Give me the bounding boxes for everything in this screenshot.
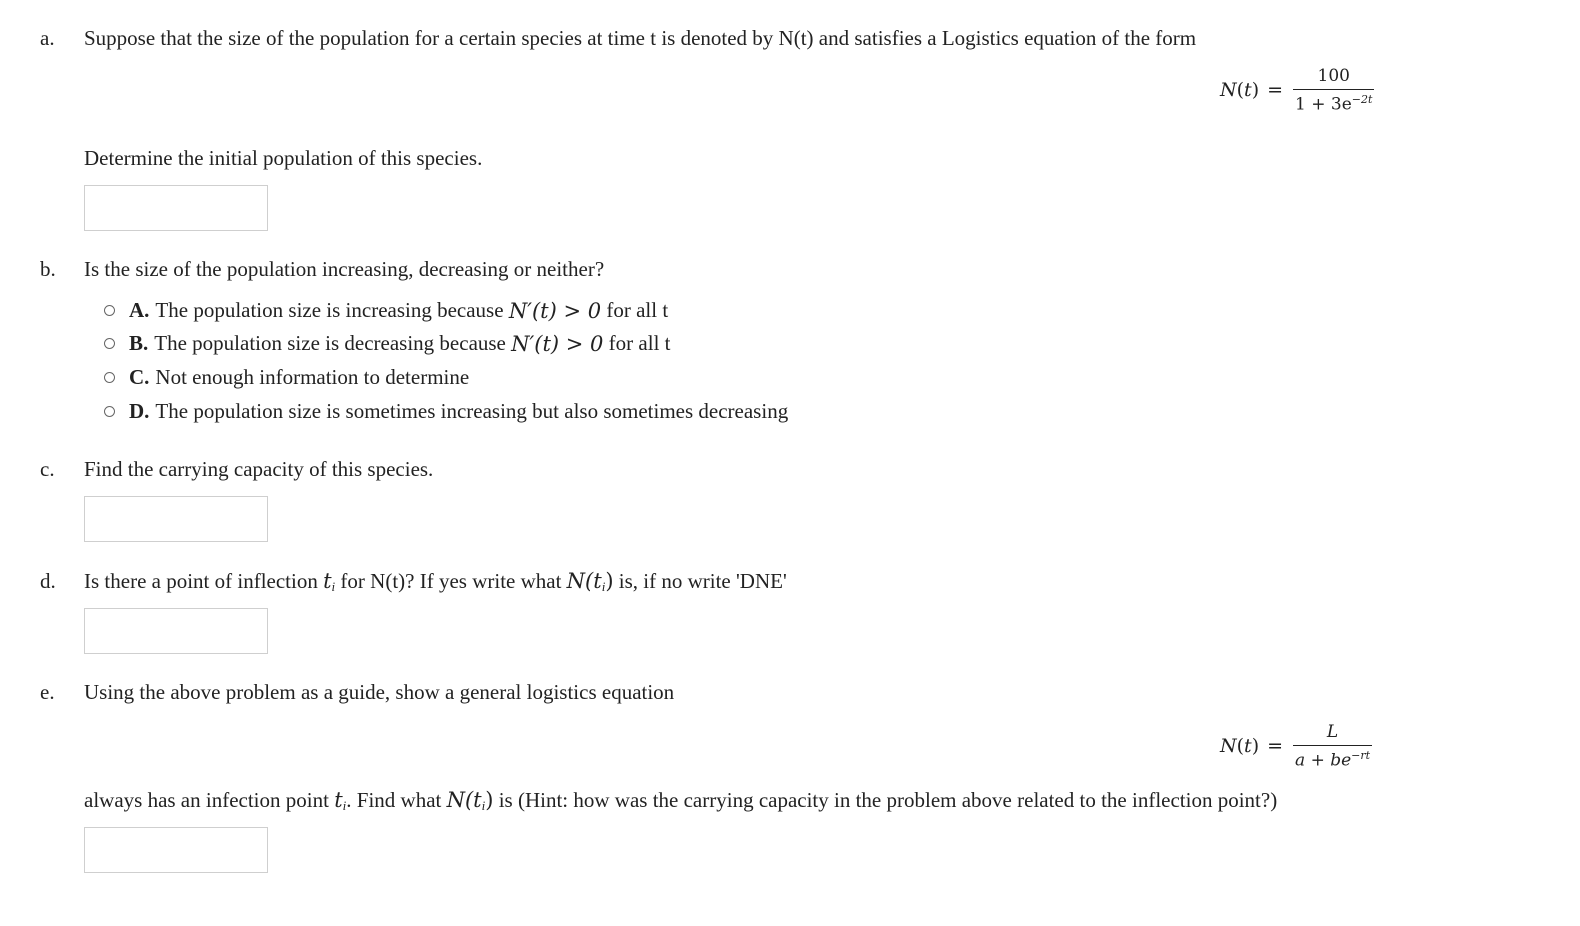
option-c[interactable] (104, 365, 469, 390)
eq-e-equals: = (1267, 735, 1284, 758)
option-b-radio[interactable] (104, 338, 115, 349)
option-d-text: The population size is sometimes increasing but also sometimes decreasing (155, 399, 789, 423)
part-d-n-subscript: i (601, 579, 606, 594)
part-e-text-1: always has an infection point (84, 788, 329, 812)
part-b-question: Is the size of the population increasing, decreasing or neither? (84, 257, 605, 281)
eq-a-equals: = (1267, 79, 1284, 102)
part-b-label: b. (40, 257, 56, 281)
option-b-suffix: for all t (608, 331, 671, 355)
part-c-answer-input[interactable] (84, 496, 268, 542)
option-b[interactable] (104, 331, 670, 356)
option-a[interactable] (104, 298, 668, 323)
part-e-n-close: ) (485, 788, 494, 812)
option-a-text: The population size is increasing because (155, 298, 504, 322)
eq-a-lhs: N (1220, 79, 1237, 102)
option-c-key: C. (129, 365, 150, 389)
eq-e-fraction (1293, 722, 1372, 771)
part-d-text-1: Is there a point of inflection (84, 569, 318, 593)
option-b-key: B. (129, 331, 149, 355)
part-a-label: a. (40, 26, 55, 50)
eq-a-denominator: 1 + 3e (1295, 94, 1352, 115)
part-e-text-3: is (Hint: how was the carrying capacity in the problem above related to the inflection point?) (498, 788, 1278, 812)
option-a-key: A. (129, 298, 150, 322)
eq-e-var: t (1244, 735, 1252, 758)
eq-a-numerator: 100 (1317, 66, 1350, 86)
part-c-question: Find the carrying capacity of this species. (84, 457, 434, 481)
option-a-math: N′(t) > 0 (508, 298, 602, 323)
eq-a-exponent: −2t (1351, 93, 1373, 106)
eq-e-numerator: L (1326, 722, 1339, 742)
eq-a-fraction (1293, 66, 1374, 115)
option-c-text: Not enough information to determine (155, 365, 470, 389)
part-e-t-symbol: t (334, 788, 343, 812)
option-a-radio[interactable] (104, 305, 115, 316)
option-d-radio[interactable] (104, 406, 115, 417)
part-e-n-symbol: N(t (446, 788, 482, 812)
part-d-text-3: is, if no write 'DNE' (618, 569, 787, 593)
part-c-label: c. (40, 457, 55, 481)
eq-e-denominator: a + be (1295, 750, 1352, 771)
option-b-math: N′(t) > 0 (511, 331, 604, 356)
part-a-answer-input[interactable] (84, 185, 268, 231)
part-d-label: d. (40, 569, 56, 593)
part-e-text-2: . Find what (346, 788, 442, 812)
part-e-question: Using the above problem as a guide, show a general logistics equation (84, 680, 675, 704)
eq-a-var: t (1244, 79, 1252, 102)
part-d-n-symbol: N(t (566, 569, 602, 593)
option-b-text: The population size is decreasing because (154, 331, 506, 355)
part-a-question: Suppose that the size of the population for a certain species at time t is denoted by N(t) and satisfies a Logistics equation of the form (84, 26, 1197, 50)
part-e-answer-input[interactable] (84, 827, 268, 873)
part-d-t-symbol: t (323, 569, 332, 593)
eq-e-exponent: −rt (1351, 749, 1371, 762)
part-e-prompt (84, 788, 1277, 814)
option-d-key: D. (129, 399, 150, 423)
logistic-equation-e: N(t) = $\frac{L}{a + be^{-rt}}$ (1220, 722, 1371, 771)
option-a-suffix: for all t (606, 298, 669, 322)
part-e-label: e. (40, 680, 55, 704)
part-d-answer-input[interactable] (84, 608, 268, 654)
part-d-question (84, 569, 787, 595)
logistic-equation-a: N(t) = $\frac{100}{1 + 3e^{-2t}}$ (1220, 66, 1373, 115)
part-d-n-close: ) (605, 569, 614, 593)
part-d-t-subscript: i (331, 579, 336, 594)
eq-e-lhs: N (1220, 735, 1237, 758)
option-d[interactable] (104, 399, 788, 424)
part-e-n-subscript: i (481, 798, 486, 813)
part-e-t-subscript: i (342, 798, 347, 813)
option-c-radio[interactable] (104, 372, 115, 383)
part-a-prompt: Determine the initial population of this species. (84, 146, 483, 170)
part-d-text-2: for N(t)? If yes write what (340, 569, 562, 593)
